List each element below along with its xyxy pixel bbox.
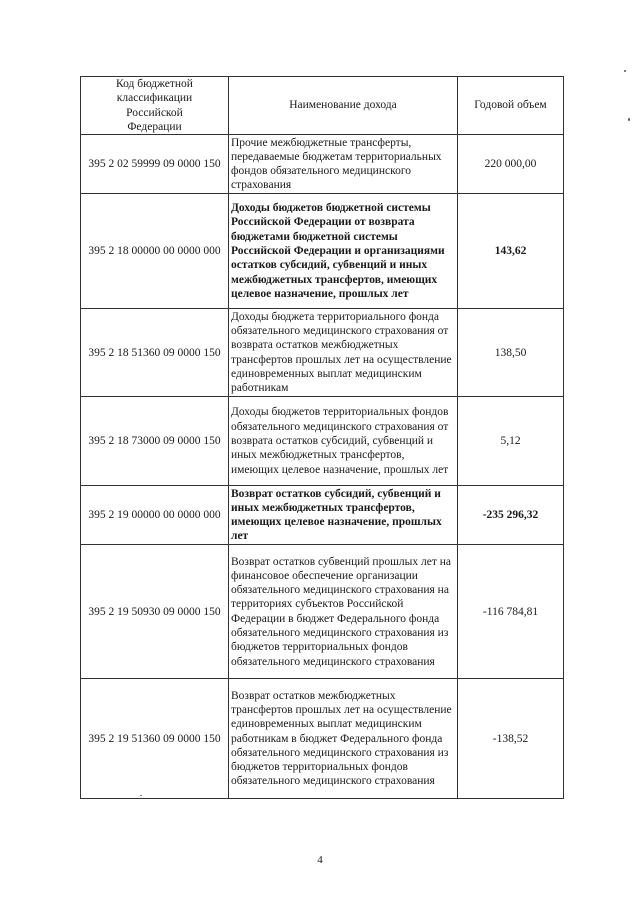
table-header-row bbox=[81, 77, 564, 135]
scan-speck bbox=[628, 118, 630, 121]
row-code: 395 2 18 51360 09 0000 150 bbox=[81, 309, 229, 397]
scan-speck bbox=[140, 795, 142, 796]
page-number: 4 bbox=[317, 854, 323, 866]
row-name: Доходы бюджетов территориальных фондов обязательного медицинского страхования от возврата остатков субсидий, субвенций и иных межбюджетных трансфертов, имеющих целевое назначение, прошлых лет bbox=[229, 397, 458, 486]
row-volume: -116 784,81 bbox=[458, 545, 564, 679]
row-code: 395 2 18 00000 00 0000 000 bbox=[81, 194, 229, 309]
header-code: Код бюджетной классификации Российской Федерации bbox=[81, 77, 229, 135]
row-code: 395 2 19 50930 09 0000 150 bbox=[81, 545, 229, 679]
row-volume: -235 296,32 bbox=[458, 486, 564, 545]
row-name: Доходы бюджета территориального фонда обязательного медицинского страхования от возврата остатков межбюджетных трансфертов прошлых лет на осуществление единовременных выплат медицинским работникам bbox=[229, 309, 458, 397]
table-row bbox=[81, 135, 564, 194]
header-name: Наименование дохода bbox=[229, 77, 458, 135]
row-name: Возврат остатков межбюджетных трансфертов прошлых лет на осуществление единовременных выплат медицинским работникам в бюджет Федерального фонда обязательного медицинского страхования из бюджетов территориальных фондов обязательного медицинского страхования bbox=[229, 679, 458, 799]
row-volume: 143,62 bbox=[458, 194, 564, 309]
row-volume: -138,52 bbox=[458, 679, 564, 799]
table-row bbox=[81, 486, 564, 545]
row-name: Возврат остатков субсидий, субвенций и иных межбюджетных трансфертов, имеющих целевое назначение, прошлых лет bbox=[229, 486, 458, 545]
table-row bbox=[81, 545, 564, 679]
revenue-table bbox=[80, 76, 564, 799]
header-volume: Годовой объем bbox=[458, 77, 564, 135]
table-row bbox=[81, 194, 564, 309]
scan-speck bbox=[624, 70, 626, 72]
table-row bbox=[81, 679, 564, 799]
table-row bbox=[81, 397, 564, 486]
row-code: 395 2 19 51360 09 0000 150 bbox=[81, 679, 229, 799]
row-name: Доходы бюджетов бюджетной системы Российской Федерации от возврата бюджетами бюджетной системы Российской Федерации и организациями остатков субсидий, субвенций и иных межбюджетных трансфертов, имеющих целевое назначение, прошлых лет bbox=[229, 194, 458, 309]
row-name: Прочие межбюджетные трансферты, передаваемые бюджетам территориальных фондов обязательного медицинского страхования bbox=[229, 135, 458, 194]
row-volume: 5,12 bbox=[458, 397, 564, 486]
row-name: Возврат остатков субвенций прошлых лет на финансовое обеспечение организации обязательного медицинского страхования на территориях субъектов Российской Федерации в бюджет Федерального фонда обязательного медицинского страхования из бюджетов территориальных фондов обязательного медицинского страхования bbox=[229, 545, 458, 679]
row-code: 395 2 18 73000 09 0000 150 bbox=[81, 397, 229, 486]
row-code: 395 2 19 00000 00 0000 000 bbox=[81, 486, 229, 545]
row-volume: 138,50 bbox=[458, 309, 564, 397]
row-volume: 220 000,00 bbox=[458, 135, 564, 194]
table-row bbox=[81, 309, 564, 397]
row-code: 395 2 02 59999 09 0000 150 bbox=[81, 135, 229, 194]
